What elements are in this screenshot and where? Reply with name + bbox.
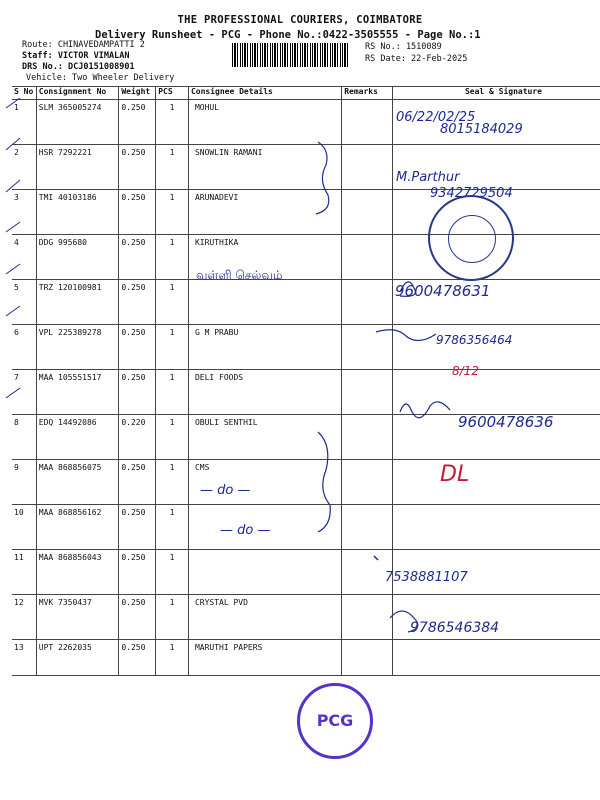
row-sno: 4 <box>12 235 36 280</box>
row5-consignee-tamil: வள்ளி செல்வம் <box>196 268 283 282</box>
sig8-phone: 9600478636 <box>458 413 554 431</box>
row-weight: 0.250 <box>119 640 156 676</box>
tick-3 <box>6 180 20 192</box>
row-consignment: UPT 2262035 <box>36 640 119 676</box>
row-consignment: MVK 7350437 <box>36 595 119 640</box>
row-consignment: MAA 868856043 <box>36 550 119 595</box>
sig5-phone: 9600478631 <box>395 282 491 300</box>
row-consignment: MAA 105551517 <box>36 370 119 415</box>
row7-red-mark: 8/12 <box>452 364 479 378</box>
row-sno: 6 <box>12 325 36 370</box>
row-consignee: OBULI SENTHIL <box>188 415 341 460</box>
row-consignment: HSR 7292221 <box>36 145 119 190</box>
row-consignee: DELI FOODS <box>188 370 341 415</box>
row-pcs: 1 <box>156 550 189 595</box>
row-weight: 0.250 <box>119 280 156 325</box>
brace-stroke-1 <box>316 142 329 214</box>
row-pcs: 1 <box>156 235 189 280</box>
row-pcs: 1 <box>156 505 189 550</box>
sig12-phone: 7538881107 <box>385 570 468 585</box>
row-sno: 11 <box>12 550 36 595</box>
col-remarks: Remarks <box>342 87 393 100</box>
row-weight: 0.220 <box>119 415 156 460</box>
col-sno: S No <box>12 87 36 100</box>
row-pcs: 1 <box>156 460 189 505</box>
row-consignment: TMI 40103186 <box>36 190 119 235</box>
sig3-name: M.Parthur <box>396 170 460 185</box>
sig10-red-mark: DL <box>440 462 470 487</box>
row-sno: 8 <box>12 415 36 460</box>
row-consignee: CMS <box>188 460 341 505</box>
row-weight: 0.250 <box>119 100 156 145</box>
tick-1 <box>6 98 20 108</box>
row-weight: 0.250 <box>119 190 156 235</box>
tick-5 <box>6 264 20 274</box>
row-consignment: SLM 365005274 <box>36 100 119 145</box>
row-consignment: TRZ 120100981 <box>36 280 119 325</box>
row-consignee: ARUNADEVI <box>188 190 341 235</box>
tick-6 <box>6 306 20 316</box>
vehicle-label: Vehicle: Two Wheeler Delivery <box>26 73 175 83</box>
row-weight: 0.250 <box>119 460 156 505</box>
row-sno: 1 <box>12 100 36 145</box>
row-weight: 0.250 <box>119 370 156 415</box>
row11-ditto: — do — <box>220 523 271 538</box>
row-consignee: CRYSTAL PVD <box>188 595 341 640</box>
row-pcs: 1 <box>156 370 189 415</box>
company-title: THE PROFESSIONAL COURIERS, COIMBATORE <box>177 14 423 26</box>
row-sno: 12 <box>12 595 36 640</box>
row-consignment: MAA 868856075 <box>36 460 119 505</box>
row-sno: 7 <box>12 370 36 415</box>
row-weight: 0.250 <box>119 325 156 370</box>
rs-date: RS Date: 22-Feb-2025 <box>365 54 468 64</box>
row-pcs: 1 <box>156 190 189 235</box>
row-sno: 5 <box>12 280 36 325</box>
row-consignment: DDG 995680 <box>36 235 119 280</box>
sig13-phone: 9786546384 <box>410 620 500 636</box>
row-pcs: 1 <box>156 415 189 460</box>
staff-label: Staff: VICTOR VIMALAN <box>22 51 130 61</box>
row-weight: 0.250 <box>119 595 156 640</box>
row-consignee: G M PRABU <box>188 325 341 370</box>
tick-2 <box>6 138 20 150</box>
row-consignment: EDQ 14492086 <box>36 415 119 460</box>
row-consignment: MAA 868856162 <box>36 505 119 550</box>
row-consignee: MARUTHI PAPERS <box>188 640 341 676</box>
row-sno: 10 <box>12 505 36 550</box>
row-weight: 0.250 <box>119 550 156 595</box>
col-pcs: PCS <box>156 87 189 100</box>
sig5-stroke <box>400 282 415 296</box>
row-pcs: 1 <box>156 145 189 190</box>
tick-8 <box>6 388 20 398</box>
row-consignee: KIRUTHIKA <box>188 235 341 280</box>
row-pcs: 1 <box>156 640 189 676</box>
col-consignee: Consignee Details <box>188 87 341 100</box>
row-pcs: 1 <box>156 100 189 145</box>
sig6-stroke <box>376 330 436 341</box>
row-sno: 9 <box>12 460 36 505</box>
row-weight: 0.250 <box>119 145 156 190</box>
sig8-stroke <box>400 402 450 418</box>
row-weight: 0.250 <box>119 505 156 550</box>
row-sno: 13 <box>12 640 36 676</box>
col-weight: Weight <box>119 87 156 100</box>
sig13-stroke <box>390 611 418 632</box>
row-weight: 0.250 <box>119 235 156 280</box>
pcg-stamp <box>297 683 373 759</box>
row-pcs: 1 <box>156 280 189 325</box>
row-sno: 3 <box>12 190 36 235</box>
runsheet-title: Delivery Runsheet - PCG - Phone No.:0422-3505555 - Page No.:1 <box>95 29 481 41</box>
row-pcs: 1 <box>156 595 189 640</box>
sig1-phone: 8015184029 <box>440 122 523 137</box>
col-consignment: Consignment No <box>36 87 119 100</box>
sig6-phone: 9786356464 <box>436 333 513 347</box>
sig3-phone: 9342729504 <box>430 186 513 201</box>
row-consignee: SNOWLIN RAMANI <box>188 145 341 190</box>
row-sno: 2 <box>12 145 36 190</box>
brace-stroke-2 <box>318 432 330 532</box>
route-label: Route: CHINAVEDAMPATTI 2 <box>22 40 145 50</box>
row10-ditto: — do — <box>200 483 251 498</box>
row-consignee: MOHUL <box>188 100 341 145</box>
col-signature: Seal & Signature <box>392 87 600 100</box>
tick-4 <box>6 222 20 232</box>
row-consignment: VPL 225389278 <box>36 325 119 370</box>
sig1-date: 06/22/02/25 <box>396 110 476 125</box>
rs-number: RS No.: 1510089 <box>365 42 442 52</box>
row-pcs: 1 <box>156 325 189 370</box>
drs-number: DRS No.: DCJ0151008901 <box>22 62 135 72</box>
row12-mark <box>374 556 378 560</box>
stamp-text: PCG <box>316 711 354 730</box>
